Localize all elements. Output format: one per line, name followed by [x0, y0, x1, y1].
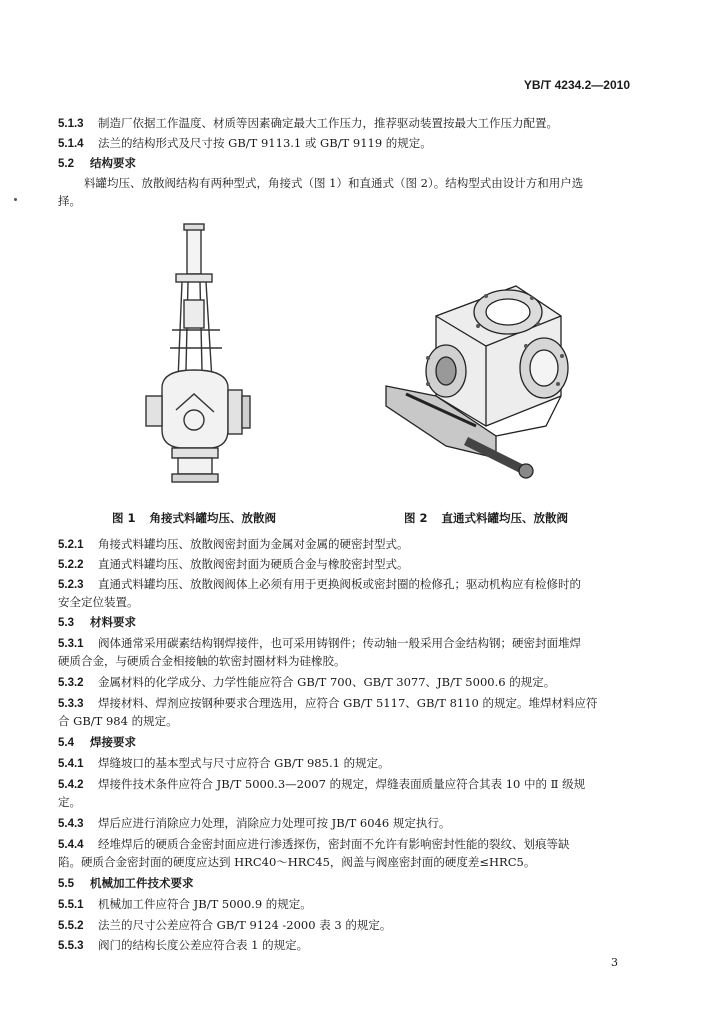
clause-text: 直通式料罐均压、放散阀密封面为硬质合金与橡胶密封型式。 — [98, 557, 409, 571]
clause-number: 5.4.2 — [58, 779, 84, 791]
standard-code: YB/T 4234.2—2010 — [523, 78, 630, 92]
clause-text: 阀体通常采用碳素结构钢焊接件，也可采用铸钢件；传动轴一般采用合金结构钢；硬密封面堆焊 — [98, 636, 581, 650]
figure-2-caption — [404, 510, 568, 526]
clause-text: 法兰的尺寸公差应符合 GB/T 9124 -2000 表 3 的规定。 — [98, 918, 392, 932]
clause-number: 5.3.1 — [58, 638, 84, 650]
clause-5-1-4 — [58, 136, 648, 152]
clause-5-3-3-cont: 合 GB/T 984 的规定。 — [58, 714, 178, 728]
clause-number: 5.4.1 — [58, 758, 84, 770]
clause-5-5-1 — [58, 897, 648, 913]
clause-5-2-3 — [58, 577, 648, 593]
section-title: 结构要求 — [90, 156, 136, 170]
clause-text: 经堆焊后的硬质合金密封面应进行渗透探伤，密封面不允许有影响密封性能的裂纹、划痕等缺 — [98, 837, 570, 851]
clause-5-5-3 — [58, 938, 648, 954]
figure-1-angle-valve-image — [132, 220, 262, 490]
clause-number: 5.2.2 — [58, 559, 84, 571]
paragraph-5-2-line1: 料罐均压、放散阀结构有两种型式，角接式（图 1）和直通式（图 2）。结构型式由设计方和用户选 — [84, 176, 584, 190]
clause-5-3-1-cont: 硬质合金，与硬质合金相接触的软密封圈材料为硅橡胶。 — [58, 654, 346, 668]
section-number: 5.3 — [58, 617, 74, 629]
page-number: 3 — [611, 956, 618, 969]
clause-text: 焊后应进行消除应力处理，消除应力处理可按 JB/T 6046 规定执行。 — [98, 816, 451, 830]
clause-number: 5.3.2 — [58, 677, 84, 689]
clause-5-3-2 — [58, 675, 648, 691]
figure-2-label: 图 2 — [404, 511, 428, 525]
section-5-4 — [58, 735, 648, 751]
clause-5-4-3 — [58, 816, 648, 832]
clause-text: 金属材料的化学成分、力学性能应符合 GB/T 700、GB/T 3077、JB/T 5000.6 的规定。 — [98, 675, 556, 689]
section-title: 机械加工件技术要求 — [90, 876, 194, 890]
clause-5-2-1 — [58, 537, 648, 553]
section-number: 5.2 — [58, 158, 74, 170]
clause-number: 5.3.3 — [58, 698, 84, 710]
section-5-2 — [58, 156, 648, 172]
clause-5-4-1 — [58, 756, 648, 772]
clause-5-1-3 — [58, 116, 648, 132]
clause-number: 5.4.4 — [58, 839, 84, 851]
clause-text: 角接式料罐均压、放散阀密封面为金属对金属的硬密封型式。 — [98, 537, 409, 551]
clause-number: 5.5.3 — [58, 940, 84, 952]
clause-5-5-2 — [58, 918, 648, 934]
clause-number: 5.1.3 — [58, 118, 84, 130]
clause-text: 焊接材料、焊剂应按钢种要求合理选用，应符合 GB/T 5117、GB/T 8110 的规定。堆焊材料应符 — [98, 696, 598, 710]
clause-5-3-1 — [58, 636, 648, 652]
section-5-5 — [58, 876, 648, 892]
figure-1-title: 角接式料罐均压、放散阀 — [149, 511, 277, 525]
figure-1-label: 图 1 — [112, 511, 136, 525]
section-number: 5.4 — [58, 737, 74, 749]
figure-2-straight-valve-image — [376, 276, 576, 486]
clause-5-2-3-cont: 安全定位装置。 — [58, 595, 139, 609]
clause-number: 5.4.3 — [58, 818, 84, 830]
clause-5-4-4-cont: 陷。硬质合金密封面的硬度应达到 HRC40～HRC45，阀盖与阀座密封面的硬度差≤HRC5。 — [58, 855, 536, 869]
clause-5-2-2 — [58, 557, 648, 573]
section-title: 材料要求 — [90, 615, 136, 629]
clause-number: 5.2.3 — [58, 579, 84, 591]
clause-text: 直通式料罐均压、放散阀阀体上必须有用于更换阀板或密封圈的检修孔；驱动机构应有检修时的 — [98, 577, 581, 591]
clause-number: 5.5.1 — [58, 899, 84, 911]
margin-mark — [14, 198, 17, 201]
clause-number: 5.5.2 — [58, 920, 84, 932]
clause-5-3-3 — [58, 696, 648, 712]
clause-text: 机械加工件应符合 JB/T 5000.9 的规定。 — [98, 897, 312, 911]
paragraph-5-2-line2: 择。 — [58, 194, 81, 208]
clause-5-4-2-cont: 定。 — [58, 795, 81, 809]
clause-text: 法兰的结构形式及尺寸按 GB/T 9113.1 或 GB/T 9119 的规定。 — [98, 136, 432, 150]
section-5-3 — [58, 615, 648, 631]
figure-2-title: 直通式料罐均压、放散阀 — [441, 511, 569, 525]
clause-text: 焊接件技术条件应符合 JB/T 5000.3—2007 的规定，焊缝表面质量应符合其表 10 中的 Ⅱ 级规 — [98, 777, 586, 791]
figure-1-caption — [112, 510, 276, 526]
clause-5-4-4 — [58, 837, 648, 853]
clause-text: 制造厂依据工作温度、材质等因素确定最大工作压力，推荐驱动装置按最大工作压力配置。 — [98, 116, 558, 130]
clause-text: 阀门的结构长度公差应符合表 1 的规定。 — [98, 938, 309, 952]
clause-number: 5.2.1 — [58, 539, 84, 551]
clause-5-4-2 — [58, 777, 648, 793]
section-number: 5.5 — [58, 878, 74, 890]
section-title: 焊接要求 — [90, 735, 136, 749]
clause-text: 焊缝坡口的基本型式与尺寸应符合 GB/T 985.1 的规定。 — [98, 756, 390, 770]
clause-number: 5.1.4 — [58, 138, 84, 150]
